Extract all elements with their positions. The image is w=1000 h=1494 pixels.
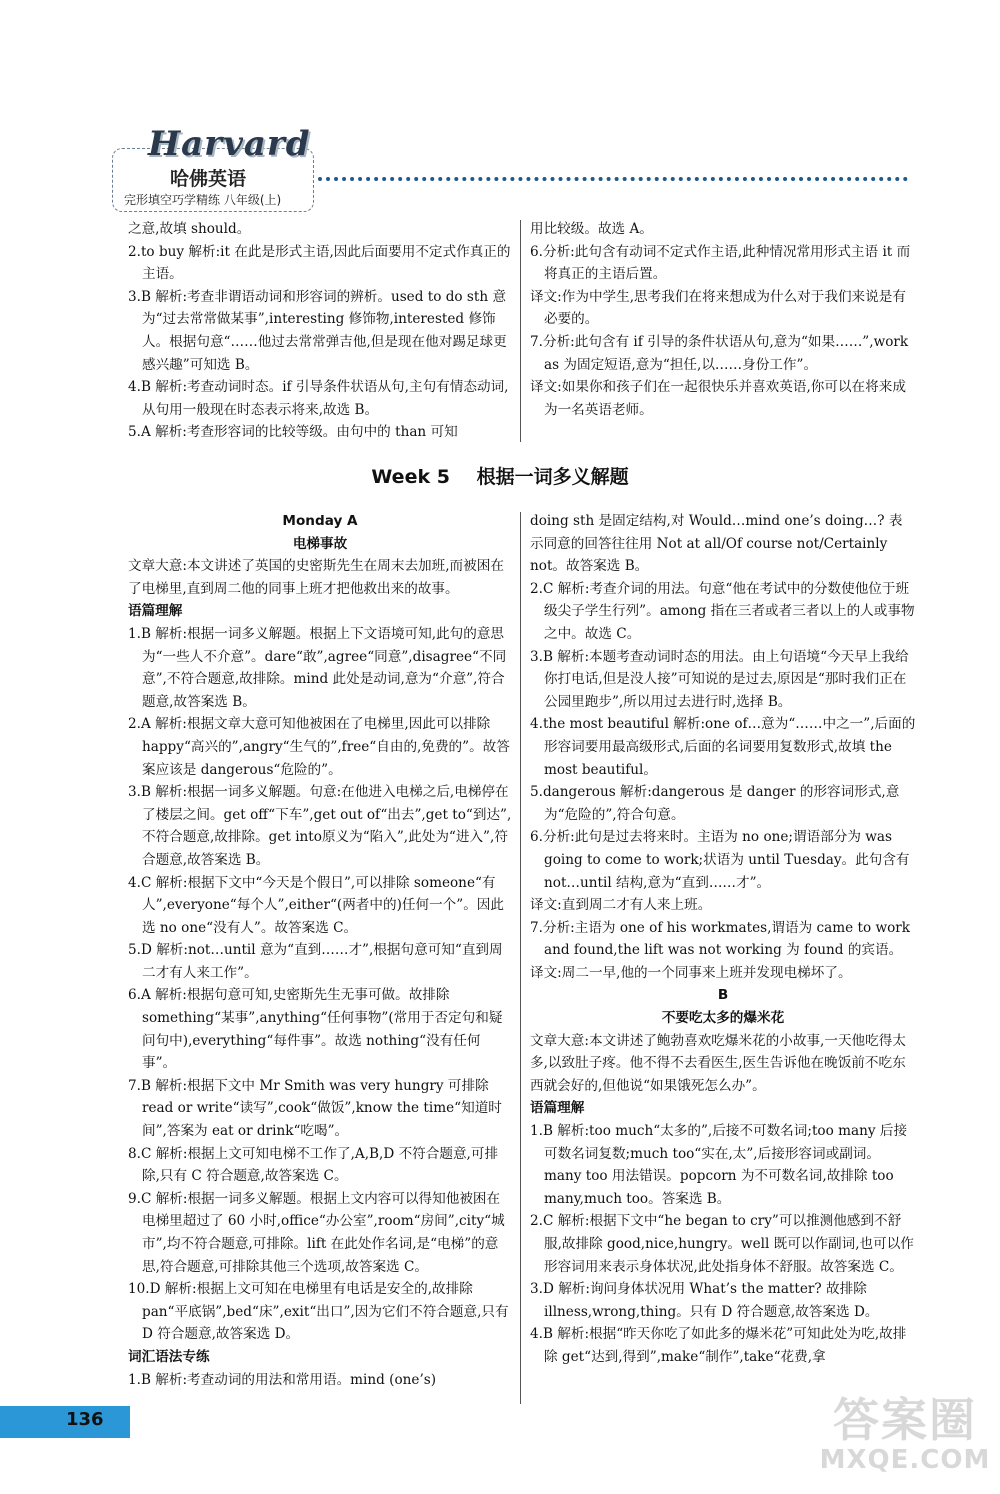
answer-item: 3.D 解析:询问身体状况用 What’s the matter? 故排除 illness,wrong,thing。只有 D 符合题意,故答案选 D。	[530, 1281, 879, 1320]
logo-title: Harvard	[148, 124, 311, 164]
answer-item: 5.D 解析:not…until 意为“直到……才”,根据句意可知“直到周二才有人来工作”。	[128, 942, 503, 981]
section-heading: Monday A	[282, 513, 358, 529]
answer-item: 7.B 解析:根据下文中 Mr Smith was very hungry 可排除 read or write“读写”,cook“做饭”,know the time“知道时间”,答案为 eat or drink“吃喝”。	[128, 1077, 502, 1140]
section-heading: B	[717, 987, 729, 1004]
article-title: 不要吃太多的爆米花	[661, 1010, 785, 1027]
article-summary: 文章大意:本文讲述了鲍勃喜欢吃爆米花的小故事,一天他吃得太多,以致肚子疼。他不得不去看医生,医生告诉他在晚饭前不吃东西就会好的,但他说“如果饿死怎么办”。	[530, 1032, 906, 1094]
answer-item: 4.B 解析:考查动词时态。if 引导条件状语从句,主句有情态动词,从句用一般现在时态表示将来,故选 B。	[128, 379, 509, 418]
answer-item: 10.D 解析:根据上文可知在电梯里有电话是安全的,故排除 pan“平底锅”,bed“床”,exit“出口”,因为它们不符合题意,只有 D 符合题意,故答案选 D。	[128, 1281, 509, 1343]
answer-item: 6.A 解析:根据句意可知,史密斯先生无事可做。故排除 something“某事”,anything“任何事物”(常用于否定句和疑问句中),everything“每件事”。故选 nothing“没有任何事”。	[128, 987, 503, 1072]
week-heading	[0, 462, 1000, 489]
answer-item: 3.B 解析:考查非谓语动词和形容词的辨析。used to do sth 意为“过去常常做某事”,interesting 修饰物,interested 修饰人。根据句意“……他过去常常弹吉他,但是现在他对踢足球更感兴趣”可知选 B。	[128, 288, 507, 373]
column-divider	[520, 220, 521, 442]
translation: 译文:周二一早,他的一个同事来上班并发现电梯坏了。	[530, 964, 852, 981]
translation: 译文:如果你和孩子们在一起很快乐并喜欢英语,你可以在将来成为一名英语老师。	[530, 379, 906, 418]
page-number: 136	[66, 1409, 104, 1430]
week-label: Week 5	[371, 466, 450, 488]
week-title: 根据一词多义解题	[476, 466, 629, 488]
answer-item: 2.to buy 解析:it 在此是形式主语,因此后面要用不定式作真正的主语。	[128, 243, 511, 283]
watermark-url: MXQE.COM	[819, 1445, 991, 1475]
top-right-column	[530, 218, 916, 421]
column-divider	[520, 512, 521, 1404]
article-title: 电梯事故	[292, 535, 348, 552]
answer-item: 6.分析:此句含有动词不定式作主语,此种情况常用形式主语 it 而将真正的主语后置。	[530, 243, 911, 283]
top-left-column	[128, 218, 512, 444]
article-summary: 文章大意:本文讲述了英国的史密斯先生在周末去加班,而被困在了电梯里,直到周二他的同事上班才把他救出来的故事。	[128, 558, 504, 597]
book-subtitle: 完形填空巧学精练 八年级(上)	[124, 193, 282, 207]
answer-item: 1.B 解析:考查动词的用法和常用语。mind (one’s)	[128, 1371, 437, 1388]
answer-item: 3.B 解析:本题考查动词时态的用法。由上句语境“今天早上我给你打电话,但是没人接”可知说的是过去,原因是“那时我们正在公园里跑步”,所以用过去进行时,选择 B。	[530, 648, 909, 710]
subsection-heading: 语篇理解	[128, 603, 183, 620]
logo-chinese-title: 哈佛英语	[170, 168, 247, 190]
translation: 译文:作为中学生,思考我们在将来想成为什么对于我们来说是有必要的。	[530, 288, 906, 328]
page-number-bar	[0, 1406, 130, 1438]
answer-item: 4.the most beautiful 解析:one of…意为“……中之一”,后面的形容词要用最高级形式,后面的名词要用复数形式,故填 the most beautiful。	[530, 716, 916, 778]
answer-item: 9.C 解析:根据一词多义解题。根据上文内容可以得知他被困在电梯里超过了 60 小时,office“办公室”,room“房间”,city“城市”,均不符合题意,可排除。lift 在此处作名词,是“电梯”的意思,符合题意,可排除其他三个选项,故答案选 C。	[128, 1190, 505, 1275]
answer-item: 4.C 解析:根据下文中“今天是个假日”,可以排除 someone“有人”,everyone“每个人”,either“(两者中的)任何一个”。因此选 no one“没有人”。故答案选 C。	[128, 874, 504, 936]
answer-item: 3.B 解析:根据一词多义解题。句意:在他进入电梯之后,电梯停在了楼层之间。get off“下车”,get out of“出去”,get to“到达”,不符合题意,故排除。get into原义为“陷入”,此处为“进入”,符合题意,故答案选 B。	[128, 784, 512, 868]
answer-item: 5.A 解析:考查形容词的比较等级。由句中的 than 可知	[128, 424, 458, 441]
page-header	[0, 0, 1000, 215]
answer-item: 5.dangerous 解析:dangerous 是 danger 的形容词形式,意为“危险的”,符合句意。	[530, 784, 900, 823]
text-line: 用比较级。故选 A。	[530, 221, 653, 237]
answer-item: 2.C 解析:考查介词的用法。句意“他在考试中的分数使他位于班级尖子学生行列”。among 指在三者或者三者以上的人或事物之中。故选 C。	[530, 580, 915, 642]
answer-item: 4.B 解析:根据“昨天你吃了如此多的爆米花”可知此处为吃,故排除 get“达到,得到”,make“制作”,take“花费,拿	[530, 1326, 907, 1365]
header-dotted-rule	[318, 177, 908, 181]
answer-item: 2.C 解析:根据下文中“he began to cry”可以推测他感到不舒服,故排除 good,nice,hungry。well 既可以作副词,也可以作形容词用来表示身体状况,此处指身体不舒服。故答案选 C。	[530, 1213, 914, 1275]
watermark-text: 答案圈	[833, 1393, 977, 1447]
answer-item: 7.分析:主语为 one of his workmates,谓语为 came to work and found,the lift was not working 为 found 的宾语。	[530, 919, 911, 959]
answer-item: 2.A 解析:根据文章大意可知他被困在了电梯里,因此可以排除 happy“高兴的”,angry“生气的”,free“自由的,免费的”。故答案应该是 dangerous“危险的”。	[128, 716, 510, 778]
text-line: doing sth 是固定结构,对 Would…mind one’s doing…? 表示同意的回答往往用 Not at all/Of course not/Certainly not。故答案选 B。	[530, 513, 903, 575]
translation: 译文:直到周二才有人来上班。	[530, 897, 712, 914]
answer-item: 8.C 解析:根据上文可知电梯不工作了,A,B,D 不符合题意,可排除,只有 C 符合题意,故答案选 C。	[128, 1145, 499, 1185]
answer-item: 1.B 解析:too much“太多的”,后接不可数名词;too many 后接可数名词复数;much too“实在,太”,后接形容词或副词。many too 用法错误。popcorn 为不可数名词,故排除 too many,much too。答案选 B。	[530, 1123, 908, 1207]
answer-item: 1.B 解析:根据一词多义解题。根据上下文语境可知,此句的意思为“一些人不介意”。dare“敢”,agree“同意”,disagree“不同意”,不符合题意,故排除。mind 此处是动词,意为“介意”,符合题意,故答案选 B。	[128, 625, 507, 710]
answer-item: 7.分析:此句含有 if 引导的条件状语从句,意为“如果……”,work as 为固定短语,意为“担任,以……身份工作”。	[530, 333, 909, 373]
watermark-logo	[815, 1395, 995, 1485]
subsection-heading: 词汇语法专练	[128, 1348, 210, 1365]
subsection-heading: 语篇理解	[530, 1100, 585, 1117]
right-column	[530, 510, 916, 1369]
left-column	[128, 510, 512, 1391]
text-line: 之意,故填 should。	[128, 221, 251, 237]
answer-item: 6.分析:此句是过去将来时。主语为 no one;谓语部分为 was going to come to work;状语为 until Tuesday。此句含有 not…until 结构,意为“直到……才”。	[530, 829, 910, 891]
